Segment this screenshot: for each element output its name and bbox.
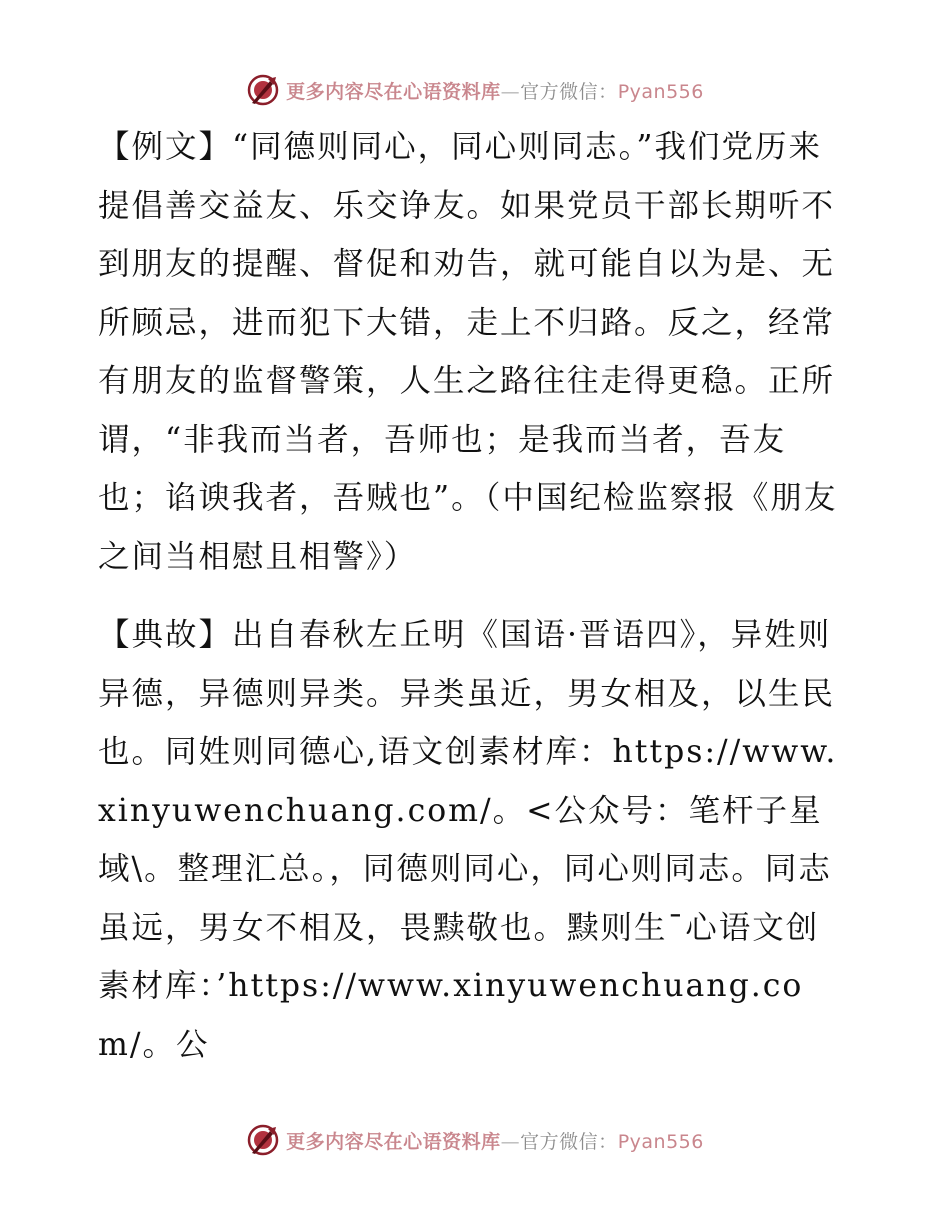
document-body <box>98 118 850 1074</box>
watermark-dash: — <box>500 1130 521 1153</box>
watermark-official-label: 官方微信： <box>520 1130 618 1153</box>
quill-seal-icon <box>246 73 280 107</box>
watermark-official-label: 官方微信： <box>520 80 618 103</box>
footer-watermark <box>0 1120 950 1160</box>
watermark-main-text: 更多内容尽在心语资料库 <box>286 80 501 103</box>
watermark-text <box>286 1127 704 1154</box>
watermark-dash: — <box>500 80 521 103</box>
watermark-wechat-id: Pyan556 <box>617 1130 704 1153</box>
paragraph-allusion: 【典故】出自春秋左丘明《国语·晋语四》，异姓则异德，异德则异类。异类虽近，男女相及，以生民也。同姓则同德心,语文创素材库：https://www.xinyuwenchuang.com/。<公众号：笔杆子星域\。整理汇总。，同德则同心，同心则同志。同志虽远，男女不相及，畏黩敬也。黩则生¯心语文创素材库：’https://www.xinyuwenchuang.com/。公 <box>98 617 838 1063</box>
watermark-wechat-id: Pyan556 <box>617 80 704 103</box>
quill-seal-icon <box>246 1123 280 1157</box>
paragraph-example: 【例文】“同德则同心，同心则同志。”我们党历来提倡善交益友、乐交诤友。如果党员干部长期听不到朋友的提醒、督促和劝告，就可能自以为是、无所顾忌，进而犯下大错，走上不归路。反之，经常有朋友的监督警策，人生之路往往走得更稳。正所谓，“非我而当者，吾师也；是我而当者，吾友也；谄谀我者，吾贼也”。（中国纪检监察报《朋友之间当相慰且相警》） <box>98 129 838 575</box>
header-watermark <box>0 70 950 110</box>
watermark-text <box>286 77 704 104</box>
watermark-main-text: 更多内容尽在心语资料库 <box>286 1130 501 1153</box>
